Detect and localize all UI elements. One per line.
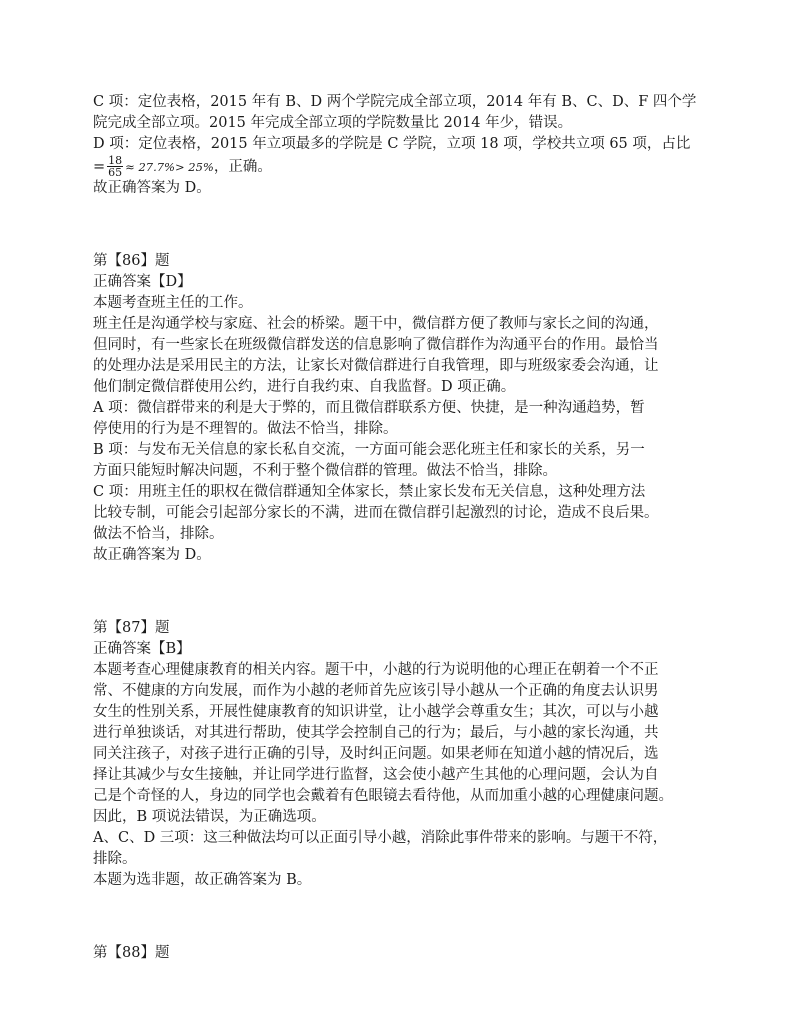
question-87-line: 排除。 <box>93 851 137 867</box>
question-86-line: B 项：与发布无关信息的家长私自交流，一方面可能会恶化班主任和家长的关系，另一 <box>93 442 645 458</box>
option-c-line-2: 院完成全部立项。2015 年完成全部立项的学院数量比 2014 年少，错误。 <box>93 115 573 131</box>
section-gap <box>93 566 723 618</box>
question-85-answer: 故正确答案为 D。 <box>93 180 211 196</box>
question-86-line: 班主任是沟通学校与家庭、社会的桥梁。题干中，微信群方便了教师与家长之间的沟通， <box>93 316 659 332</box>
question-86-line: 他们制定微信群使用公约，进行自我约束、自我监督。D 项正确。 <box>93 379 516 395</box>
question-86-line: 的处理办法是采用民主的方法，让家长对微信群进行自我管理，即与班级家委会沟通，让 <box>93 358 659 374</box>
question-87-line: 择让其减少与女生接触，并让同学进行监督，这会使小越产生其他的心理问题，会认为自 <box>93 767 659 783</box>
question-87-answer: 本题为选非题，故正确答案为 B。 <box>93 872 312 888</box>
question-87-answer-key: 正确答案【B】 <box>93 641 191 657</box>
document-page <box>93 92 723 964</box>
fraction-denominator: 65 <box>108 166 123 179</box>
question-86-title: 第【86】题 <box>93 253 170 269</box>
question-87-line: 常、不健康的方向发展，而作为小越的老师首先应该引导小越从一个正确的角度去认识男 <box>93 683 659 699</box>
question-85-tail <box>93 92 723 199</box>
question-87-line: 女生的性别关系，开展性健康教育的知识讲堂，让小越学会尊重女生；其次，可以与小越 <box>93 704 659 720</box>
fraction <box>107 155 123 178</box>
question-87-line: 本题考查心理健康教育的相关内容。题干中，小越的行为说明他的心理正在朝着一个不正 <box>93 662 659 678</box>
question-86-line: 方面只能短时解决问题，不利于整个微信群的管理。做法不恰当，排除。 <box>93 463 557 479</box>
question-86-line: 做法不恰当，排除。 <box>93 526 224 542</box>
question-86-line: 比较专制，可能会引起部分家长的不满，进而在微信群引起激烈的讨论，造成不良后果。 <box>93 505 659 521</box>
fraction-numerator: 18 <box>108 154 123 167</box>
question-88-title: 第【88】题 <box>93 945 170 961</box>
option-d-conclusion: ，正确。 <box>213 159 272 175</box>
equals-sign: = <box>93 159 106 175</box>
question-87-line: A、C、D 三项：这三种做法均可以正面引导小越，消除此事件带来的影响。与题干不符， <box>93 830 668 846</box>
section-gap <box>93 199 723 251</box>
question-87-line: 同关注孩子，对孩子进行正确的引导，及时纠正问题。如果老师在知道小越的情况后，选 <box>93 746 659 762</box>
option-c-line-1: C 项：定位表格，2015 年有 B、D 两个学院完成全部立项，2014 年有 B、C、D、F 四个学 <box>93 94 697 110</box>
question-86-line: 停使用的行为是不理智的。做法不恰当，排除。 <box>93 421 398 437</box>
question-86-line: 但同时，有一些家长在班级微信群发送的信息影响了微信群作为沟通平台的作用。最恰当 <box>93 337 659 353</box>
question-86-line: 本题考查班主任的工作。 <box>93 295 253 311</box>
question-86-answer: 故正确答案为 D。 <box>93 547 211 563</box>
question-87-line: 进行单独谈话，对其进行帮助，使其学会控制自己的行为；最后，与小越的家长沟通，共 <box>93 725 659 741</box>
question-86-answer-key: 正确答案【D】 <box>93 274 192 290</box>
question-86-line: A 项：微信群带来的利是大于弊的，而且微信群联系方便、快捷，是一种沟通趋势，暂 <box>93 400 645 416</box>
percentage-comparison: ≈ 27.7%> 25% <box>125 160 214 174</box>
question-88 <box>93 943 723 964</box>
question-86-line: C 项：用班主任的职权在微信群通知全体家长，禁止家长发布无关信息，这种处理方法 <box>93 484 646 500</box>
question-86 <box>93 251 723 566</box>
section-gap <box>93 891 723 943</box>
option-d-line-1: D 项：定位表格，2015 年立项最多的学院是 C 学院，立项 18 项，学校共立项 65 项，占比 <box>93 136 691 152</box>
question-87-line: 己是个奇怪的人，身边的同学也会戴着有色眼镜去看待他，从而加重小越的心理健康问题。 <box>93 788 673 804</box>
option-d-fraction-line <box>93 155 723 178</box>
question-87-title: 第【87】题 <box>93 620 170 636</box>
question-87 <box>93 618 723 891</box>
question-87-line: 因此，B 项说法错误，为正确选项。 <box>93 809 326 825</box>
